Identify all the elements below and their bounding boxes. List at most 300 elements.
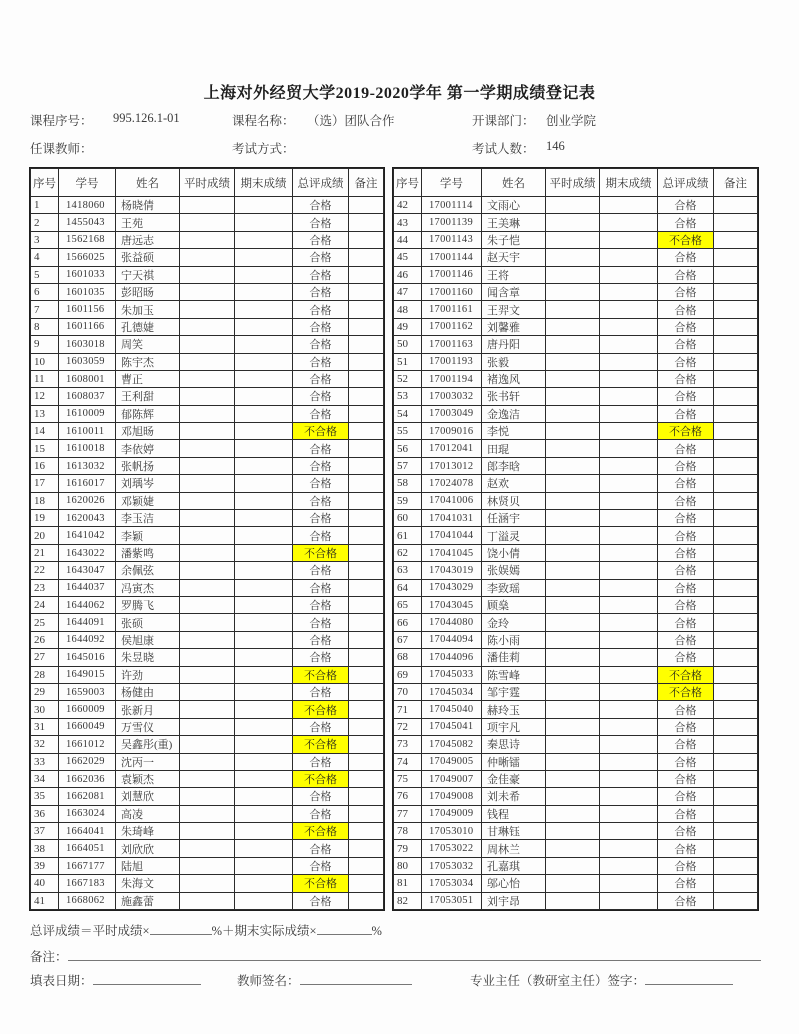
- overall-grade: 不合格: [658, 683, 714, 700]
- remark-cell: [349, 336, 384, 353]
- final-grade-cell: [235, 301, 293, 318]
- final-grade-cell: [235, 231, 293, 248]
- table-row: [394, 527, 758, 544]
- table-row: [31, 736, 384, 753]
- table-row: [31, 423, 384, 440]
- regular-grade-cell: [180, 805, 235, 822]
- row-number: 3: [31, 231, 59, 248]
- overall-grade: 合格: [658, 770, 714, 787]
- student-id: 17003049: [422, 405, 482, 422]
- col-header-overall: 总评成绩: [293, 169, 349, 197]
- final-grade-cell: [600, 492, 658, 509]
- regular-grade-cell: [546, 301, 600, 318]
- table-row: [31, 527, 384, 544]
- student-name: 张毅: [482, 353, 546, 370]
- table-row: [31, 857, 384, 874]
- row-number: 36: [31, 805, 59, 822]
- remark-cell: [349, 701, 384, 718]
- student-name: 刘未希: [482, 788, 546, 805]
- final-grade-cell: [600, 301, 658, 318]
- remark-cell: [349, 770, 384, 787]
- final-grade-cell: [235, 214, 293, 231]
- table-row: [394, 353, 758, 370]
- regular-grade-cell: [546, 614, 600, 631]
- student-id: 17043019: [422, 562, 482, 579]
- remark-cell: [714, 492, 758, 509]
- remark-cell: [349, 301, 384, 318]
- overall-grade: 合格: [658, 283, 714, 300]
- overall-grade: 合格: [658, 214, 714, 231]
- regular-grade-cell: [546, 788, 600, 805]
- table-row: [394, 457, 758, 474]
- row-number: 32: [31, 736, 59, 753]
- student-id: 1562168: [59, 231, 116, 248]
- regular-grade-cell: [546, 510, 600, 527]
- table-row: [394, 666, 758, 683]
- final-grade-cell: [235, 527, 293, 544]
- final-grade-cell: [600, 510, 658, 527]
- regular-grade-cell: [546, 423, 600, 440]
- student-name: 刘欣欣: [116, 840, 180, 857]
- student-name: 朱琦峰: [116, 823, 180, 840]
- student-id: 1649015: [59, 666, 116, 683]
- formula-blank-2: [317, 922, 372, 935]
- regular-grade-cell: [180, 231, 235, 248]
- col-header-id: 学号: [422, 169, 482, 197]
- remark-cell: [714, 283, 758, 300]
- final-grade-cell: [600, 370, 658, 387]
- row-number: 37: [31, 823, 59, 840]
- row-number: 22: [31, 562, 59, 579]
- student-id: 17001144: [422, 249, 482, 266]
- regular-grade-cell: [180, 649, 235, 666]
- student-name: 赵天宇: [482, 249, 546, 266]
- student-id: 17053032: [422, 857, 482, 874]
- regular-grade-cell: [180, 736, 235, 753]
- student-name: 杨晓倩: [116, 197, 180, 214]
- overall-grade: 合格: [658, 562, 714, 579]
- regular-grade-cell: [180, 718, 235, 735]
- student-name: 张帆扬: [116, 457, 180, 474]
- student-id: 17001161: [422, 301, 482, 318]
- final-grade-cell: [235, 840, 293, 857]
- table-row: [394, 266, 758, 283]
- final-grade-cell: [235, 405, 293, 422]
- remark-cell: [349, 736, 384, 753]
- student-id: 17001194: [422, 370, 482, 387]
- final-grade-cell: [600, 440, 658, 457]
- table-row: [394, 510, 758, 527]
- student-id: 1620026: [59, 492, 116, 509]
- final-grade-cell: [600, 614, 658, 631]
- student-id: 17045041: [422, 718, 482, 735]
- remark-cell: [349, 718, 384, 735]
- overall-grade: 合格: [293, 249, 349, 266]
- table-row: [31, 788, 384, 805]
- student-id: 1603059: [59, 353, 116, 370]
- student-id: 1610018: [59, 440, 116, 457]
- regular-grade-cell: [180, 405, 235, 422]
- overall-grade: 不合格: [658, 231, 714, 248]
- col-header-overall: 总评成绩: [658, 169, 714, 197]
- overall-grade: 合格: [293, 440, 349, 457]
- remark-cell: [349, 492, 384, 509]
- table-row: [394, 440, 758, 457]
- row-number: 74: [394, 753, 422, 770]
- remark-cell: [349, 823, 384, 840]
- student-id: 1644092: [59, 631, 116, 648]
- remark-cell: [349, 805, 384, 822]
- student-name: 周笑: [116, 336, 180, 353]
- remark-cell: [349, 579, 384, 596]
- final-grade-cell: [235, 892, 293, 909]
- remark-cell: [714, 231, 758, 248]
- remark-cell: [349, 475, 384, 492]
- overall-grade: 合格: [293, 301, 349, 318]
- remark-cell: [349, 266, 384, 283]
- student-name: 高凌: [116, 805, 180, 822]
- student-id: 1616017: [59, 475, 116, 492]
- remark-cell: [349, 875, 384, 892]
- table-row: [31, 283, 384, 300]
- final-grade-cell: [600, 266, 658, 283]
- overall-grade: 合格: [293, 805, 349, 822]
- student-name: 文雨心: [482, 197, 546, 214]
- student-id: 17013012: [422, 457, 482, 474]
- row-number: 65: [394, 596, 422, 613]
- table-header-row: [31, 169, 384, 197]
- student-id: 17001114: [422, 197, 482, 214]
- overall-grade: 合格: [658, 475, 714, 492]
- regular-grade-cell: [180, 614, 235, 631]
- final-grade-cell: [235, 423, 293, 440]
- remark-cell: [349, 510, 384, 527]
- regular-grade-cell: [546, 336, 600, 353]
- final-grade-cell: [235, 457, 293, 474]
- student-id: 17001163: [422, 336, 482, 353]
- regular-grade-cell: [546, 718, 600, 735]
- regular-grade-cell: [546, 840, 600, 857]
- table-row: [31, 683, 384, 700]
- student-name: 陈雪峰: [482, 666, 546, 683]
- remark-cell: [349, 788, 384, 805]
- row-number: 73: [394, 736, 422, 753]
- overall-grade: 合格: [293, 231, 349, 248]
- row-number: 4: [31, 249, 59, 266]
- final-grade-cell: [600, 405, 658, 422]
- table-header-row: [394, 169, 758, 197]
- overall-grade: 合格: [658, 649, 714, 666]
- overall-grade: 不合格: [293, 544, 349, 561]
- overall-grade: 合格: [293, 214, 349, 231]
- regular-grade-cell: [546, 805, 600, 822]
- student-name: 朱昱晓: [116, 649, 180, 666]
- overall-grade: 合格: [293, 857, 349, 874]
- final-grade-cell: [600, 823, 658, 840]
- final-grade-cell: [235, 197, 293, 214]
- remark-cell: [714, 596, 758, 613]
- regular-grade-cell: [180, 666, 235, 683]
- overall-grade: 合格: [658, 892, 714, 909]
- student-name: 李致瑶: [482, 579, 546, 596]
- overall-grade: 合格: [293, 318, 349, 335]
- remark-cell: [349, 214, 384, 231]
- table-row: [31, 614, 384, 631]
- regular-grade-cell: [180, 510, 235, 527]
- final-grade-cell: [600, 770, 658, 787]
- table-row: [31, 492, 384, 509]
- table-row: [394, 892, 758, 909]
- student-name: 施鑫蕾: [116, 892, 180, 909]
- final-grade-cell: [235, 875, 293, 892]
- student-id: 17001139: [422, 214, 482, 231]
- regular-grade-cell: [180, 527, 235, 544]
- student-id: 17053034: [422, 875, 482, 892]
- teacher-sign-label: 教师签名：: [237, 974, 300, 988]
- regular-grade-cell: [180, 353, 235, 370]
- regular-grade-cell: [180, 249, 235, 266]
- student-name: 王利甜: [116, 388, 180, 405]
- final-grade-cell: [600, 544, 658, 561]
- student-id: 17041045: [422, 544, 482, 561]
- student-id: 17012041: [422, 440, 482, 457]
- student-name: 闻含章: [482, 283, 546, 300]
- remark-cell: [714, 544, 758, 561]
- regular-grade-cell: [546, 249, 600, 266]
- student-name: 甘琳钰: [482, 823, 546, 840]
- overall-grade: 不合格: [293, 701, 349, 718]
- final-grade-cell: [600, 423, 658, 440]
- table-row: [31, 631, 384, 648]
- regular-grade-cell: [546, 475, 600, 492]
- remark-cell: [349, 457, 384, 474]
- row-number: 8: [31, 318, 59, 335]
- table-row: [394, 544, 758, 561]
- row-number: 67: [394, 631, 422, 648]
- regular-grade-cell: [180, 596, 235, 613]
- remark-cell: [349, 683, 384, 700]
- overall-grade: 合格: [293, 336, 349, 353]
- exam-count-label: 考试人数：: [472, 142, 535, 156]
- final-grade-cell: [600, 249, 658, 266]
- student-id: 17001162: [422, 318, 482, 335]
- row-number: 2: [31, 214, 59, 231]
- remark-cell: [714, 770, 758, 787]
- remark-blank: [68, 948, 761, 961]
- student-name: 余佩弦: [116, 562, 180, 579]
- overall-grade: 合格: [293, 892, 349, 909]
- row-number: 25: [31, 614, 59, 631]
- final-grade-cell: [235, 753, 293, 770]
- final-grade-cell: [600, 562, 658, 579]
- student-id: 1662036: [59, 770, 116, 787]
- col-header-remark: 备注: [714, 169, 758, 197]
- remark-cell: [349, 666, 384, 683]
- overall-grade: 合格: [658, 805, 714, 822]
- student-name: 郎李晗: [482, 457, 546, 474]
- table-row: [31, 666, 384, 683]
- remark-cell: [714, 631, 758, 648]
- student-id: 17053010: [422, 823, 482, 840]
- regular-grade-cell: [180, 857, 235, 874]
- remark-cell: [714, 579, 758, 596]
- student-name: 张益硕: [116, 249, 180, 266]
- student-id: 17044094: [422, 631, 482, 648]
- fill-date-line: [30, 971, 201, 989]
- student-name: 朱加玉: [116, 301, 180, 318]
- remark-cell: [349, 353, 384, 370]
- remark-cell: [714, 892, 758, 909]
- table-row: [394, 788, 758, 805]
- student-id: 17049008: [422, 788, 482, 805]
- regular-grade-cell: [546, 405, 600, 422]
- student-name: 万雪仪: [116, 718, 180, 735]
- student-id: 1608037: [59, 388, 116, 405]
- row-number: 16: [31, 457, 59, 474]
- student-id: 1660049: [59, 718, 116, 735]
- row-number: 46: [394, 266, 422, 283]
- student-id: 17053051: [422, 892, 482, 909]
- student-id: 1664051: [59, 840, 116, 857]
- student-id: 1601166: [59, 318, 116, 335]
- regular-grade-cell: [180, 631, 235, 648]
- table-row: [31, 318, 384, 335]
- final-grade-cell: [235, 492, 293, 509]
- regular-grade-cell: [180, 301, 235, 318]
- row-number: 29: [31, 683, 59, 700]
- student-name: 邓旭旸: [116, 423, 180, 440]
- student-name: 潘紫鸣: [116, 544, 180, 561]
- row-number: 48: [394, 301, 422, 318]
- row-number: 41: [31, 892, 59, 909]
- final-grade-cell: [235, 788, 293, 805]
- remark-cell: [349, 631, 384, 648]
- final-grade-cell: [235, 249, 293, 266]
- overall-grade: 合格: [658, 544, 714, 561]
- student-name: 刘馨雅: [482, 318, 546, 335]
- remark-cell: [714, 788, 758, 805]
- table-row: [31, 596, 384, 613]
- table-row: [31, 249, 384, 266]
- student-id: 17041031: [422, 510, 482, 527]
- row-number: 49: [394, 318, 422, 335]
- table-row: [31, 562, 384, 579]
- final-grade-cell: [235, 475, 293, 492]
- row-number: 24: [31, 596, 59, 613]
- row-number: 15: [31, 440, 59, 457]
- student-id: 1601156: [59, 301, 116, 318]
- student-name: 陈小雨: [482, 631, 546, 648]
- row-number: 60: [394, 510, 422, 527]
- director-sign-line: [470, 971, 733, 989]
- overall-grade: 合格: [293, 840, 349, 857]
- final-grade-cell: [600, 231, 658, 248]
- remark-cell: [714, 857, 758, 874]
- final-grade-cell: [235, 440, 293, 457]
- regular-grade-cell: [180, 788, 235, 805]
- table-row: [394, 770, 758, 787]
- student-name: 王羿文: [482, 301, 546, 318]
- row-number: 61: [394, 527, 422, 544]
- row-number: 30: [31, 701, 59, 718]
- remark-cell: [714, 457, 758, 474]
- overall-grade: 合格: [658, 753, 714, 770]
- overall-grade: 合格: [293, 596, 349, 613]
- final-grade-cell: [235, 562, 293, 579]
- row-number: 52: [394, 370, 422, 387]
- student-name: 褚逸风: [482, 370, 546, 387]
- remark-cell: [714, 475, 758, 492]
- course-name-label: 课程名称：: [232, 114, 295, 128]
- regular-grade-cell: [180, 266, 235, 283]
- table-row: [394, 649, 758, 666]
- table-row: [394, 805, 758, 822]
- student-id: 1620043: [59, 510, 116, 527]
- final-grade-cell: [235, 701, 293, 718]
- overall-grade: 合格: [293, 492, 349, 509]
- remark-cell: [349, 562, 384, 579]
- overall-grade: 不合格: [293, 736, 349, 753]
- table-row: [394, 197, 758, 214]
- regular-grade-cell: [546, 266, 600, 283]
- student-name: 刘慧欣: [116, 788, 180, 805]
- student-name: 唐丹阳: [482, 336, 546, 353]
- table-row: [31, 840, 384, 857]
- row-number: 56: [394, 440, 422, 457]
- grade-formula: [30, 921, 382, 939]
- table-row: [394, 875, 758, 892]
- table-row: [31, 475, 384, 492]
- formula-blank-1: [150, 922, 212, 935]
- teacher-sign-blank: [300, 972, 412, 985]
- student-id: 1644037: [59, 579, 116, 596]
- final-grade-cell: [600, 857, 658, 874]
- regular-grade-cell: [546, 823, 600, 840]
- table-row: [394, 249, 758, 266]
- table-row: [31, 823, 384, 840]
- row-number: 78: [394, 823, 422, 840]
- row-number: 79: [394, 840, 422, 857]
- final-grade-cell: [235, 579, 293, 596]
- regular-grade-cell: [180, 683, 235, 700]
- regular-grade-cell: [180, 214, 235, 231]
- table-row: [31, 370, 384, 387]
- row-number: 47: [394, 283, 422, 300]
- remark-cell: [714, 440, 758, 457]
- overall-grade: 合格: [293, 353, 349, 370]
- final-grade-cell: [235, 683, 293, 700]
- table-row: [394, 370, 758, 387]
- final-grade-cell: [235, 823, 293, 840]
- student-id: 17053022: [422, 840, 482, 857]
- regular-grade-cell: [546, 736, 600, 753]
- table-row: [394, 683, 758, 700]
- row-number: 55: [394, 423, 422, 440]
- overall-grade: 合格: [658, 718, 714, 735]
- student-id: 1610009: [59, 405, 116, 422]
- row-number: 80: [394, 857, 422, 874]
- remark-cell: [349, 231, 384, 248]
- row-number: 66: [394, 614, 422, 631]
- remark-cell: [714, 388, 758, 405]
- final-grade-cell: [600, 631, 658, 648]
- student-name: 王苑: [116, 214, 180, 231]
- student-name: 许劲: [116, 666, 180, 683]
- final-grade-cell: [235, 596, 293, 613]
- regular-grade-cell: [180, 544, 235, 561]
- student-name: 饶小倩: [482, 544, 546, 561]
- regular-grade-cell: [180, 823, 235, 840]
